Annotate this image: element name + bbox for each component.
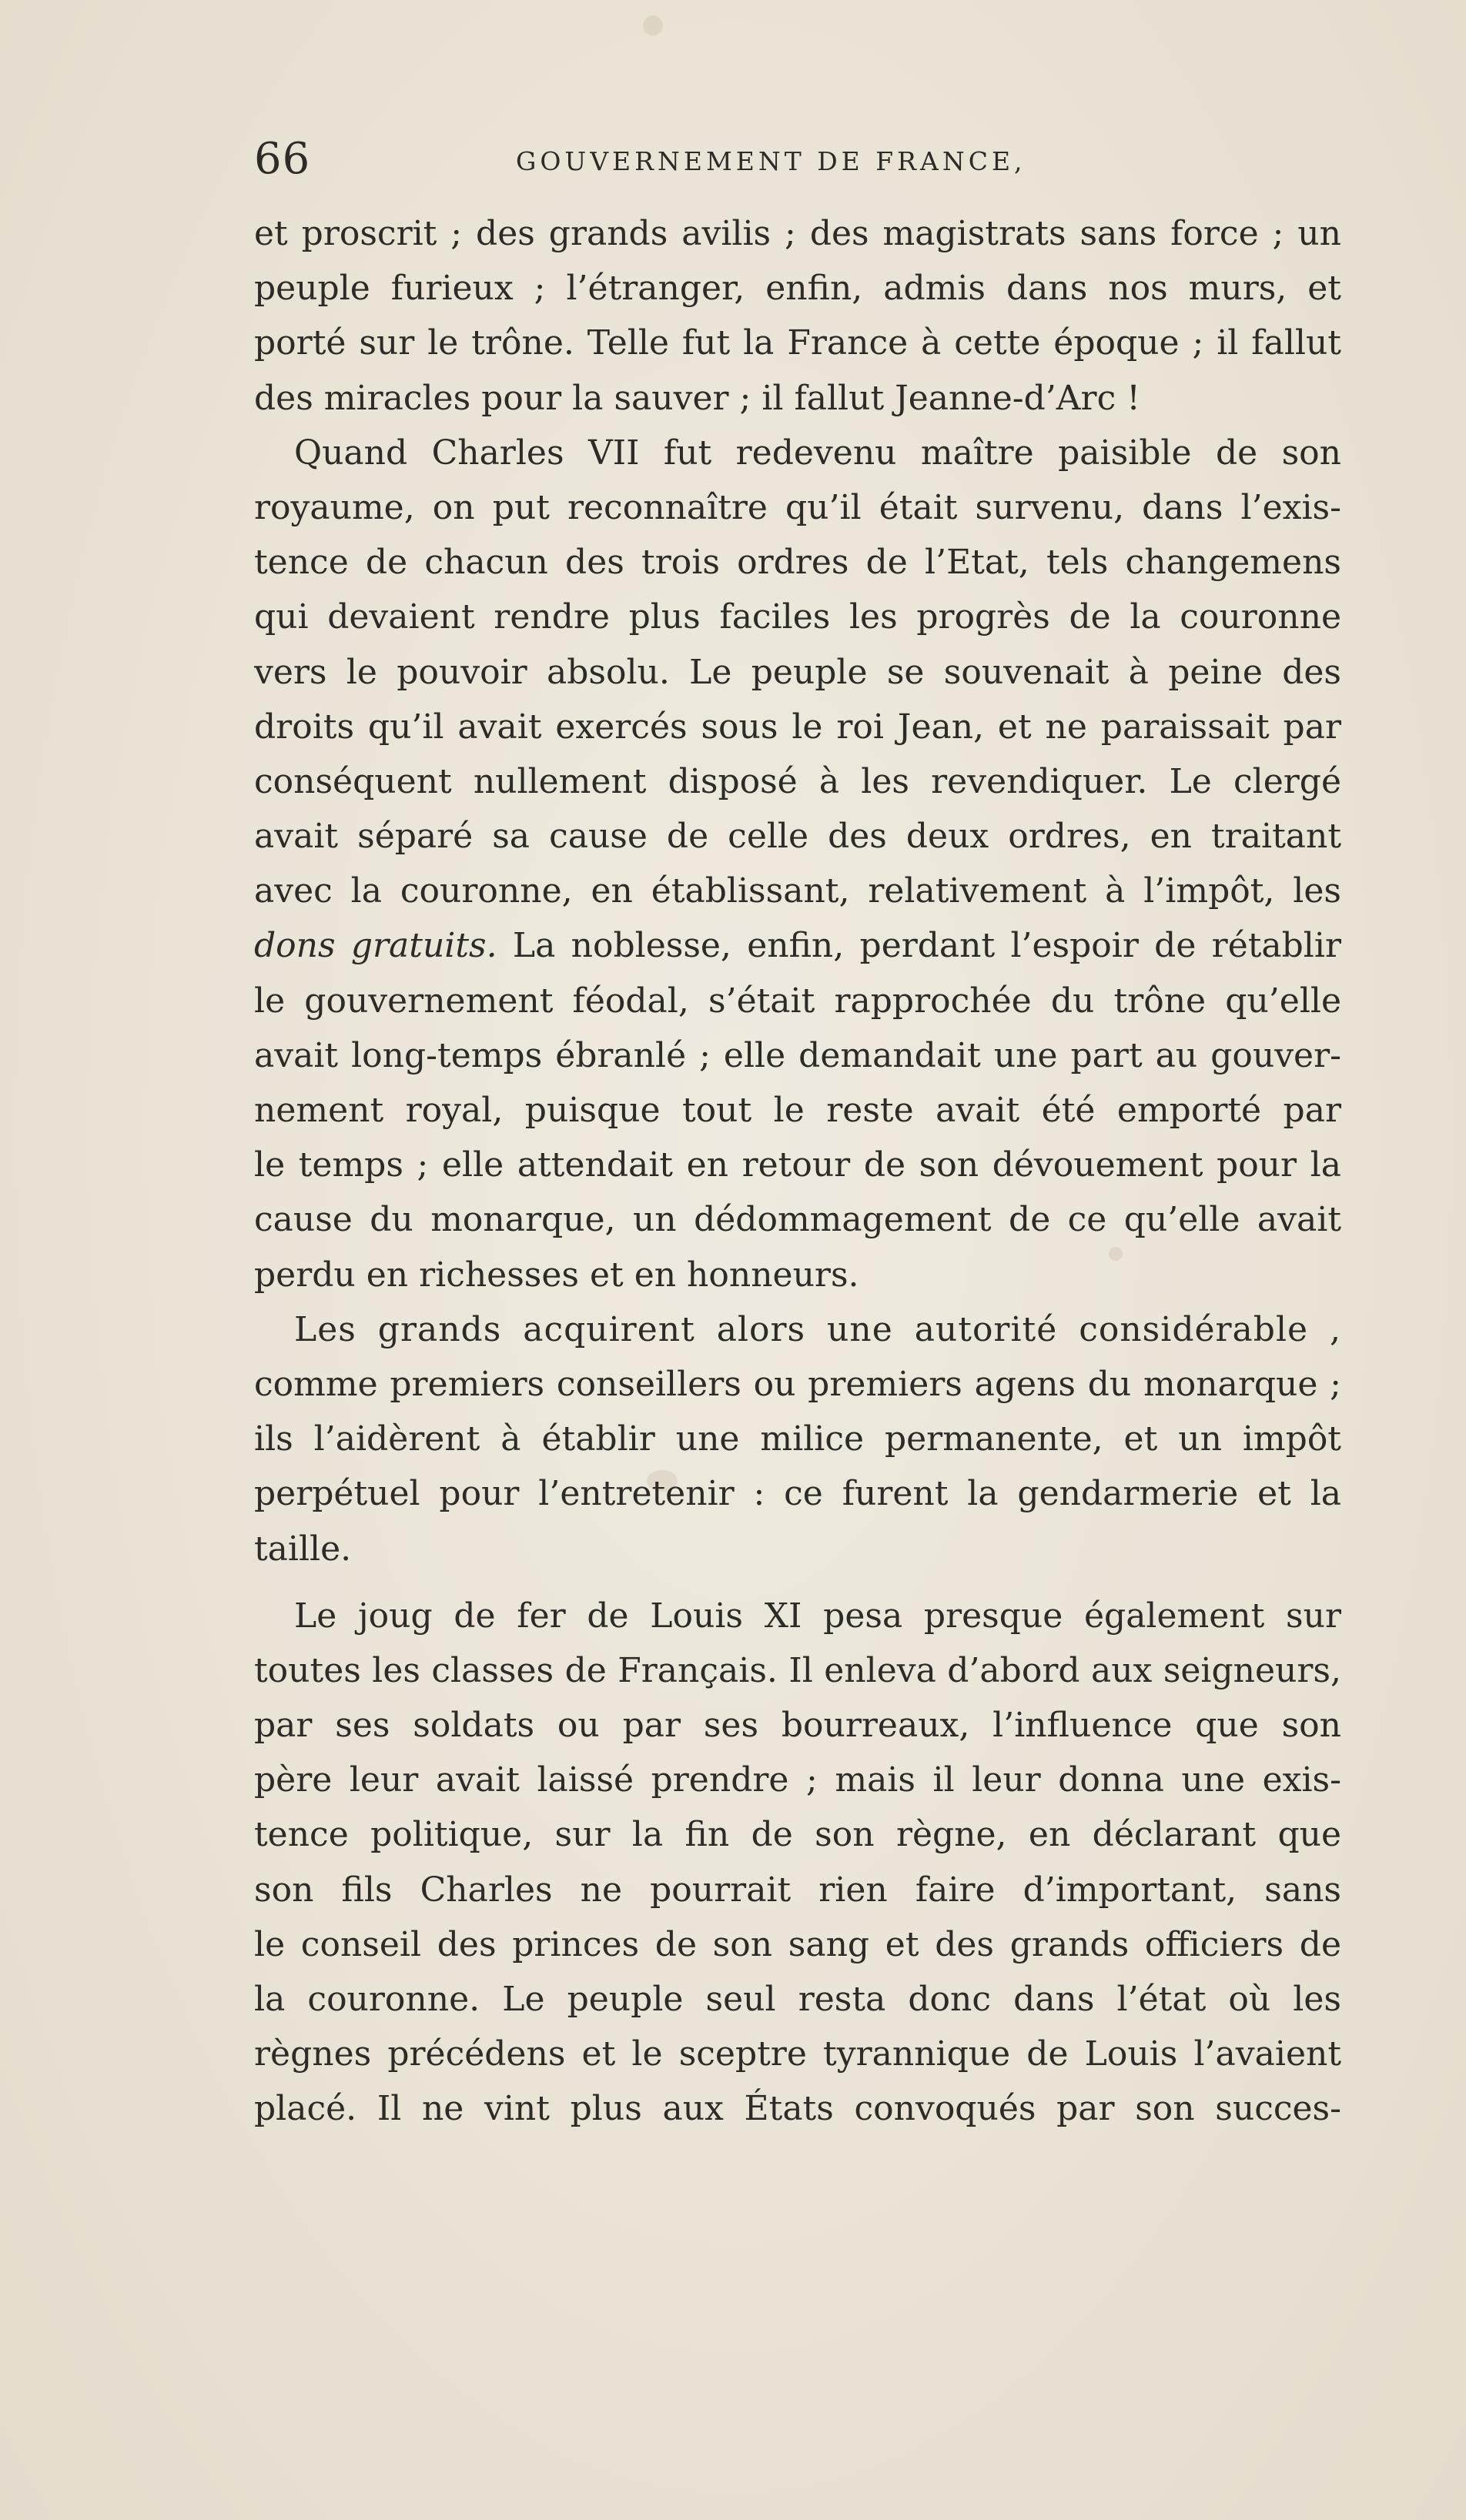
text-line: par ses soldats ou par ses bourreaux, l’influence que son [254, 1706, 1341, 1746]
page-number: 66 [254, 134, 311, 184]
text-line: avec la couronne, en établissant, relativement à l’impôt, les [254, 871, 1341, 911]
text-line: perdu en richesses et en honneurs. [254, 1255, 859, 1295]
paper-stain [643, 15, 663, 35]
text-line: toutes les classes de Français. Il enleva d’abord aux seigneurs, [254, 1650, 1341, 1690]
text-line: père leur avait laissé prendre ; mais il leur donna une exis- [254, 1760, 1341, 1800]
text-line: nement royal, puisque tout le reste avait été emporté par [254, 1091, 1341, 1130]
text-line: comme premiers conseillers ou premiers agens du monarque ; [254, 1364, 1341, 1404]
text-line: ils l’aidèrent à établir une milice permanente, et un impôt [254, 1419, 1341, 1459]
text-line: avait séparé sa cause de celle des deux ordres, en traitant [254, 817, 1341, 857]
text-line [254, 918, 1341, 973]
text-line: et proscrit ; des grands avilis ; des magistrats sans force ; un [254, 214, 1341, 253]
paragraph [254, 1302, 1341, 1576]
text-line: avait long-temps ébranlé ; elle demandait une part au gouver- [254, 1035, 1341, 1075]
text-line: qui devaient rendre plus faciles les progrès de la couronne [254, 597, 1341, 637]
text-line: droits qu’il avait exercés sous le roi Jean, et ne paraissait par [254, 707, 1341, 747]
text-line: porté sur le trône. Telle fut la France à cette époque ; il fallut [254, 323, 1341, 363]
text-line: royaume, on put reconnaître qu’il était survenu, dans l’exis- [254, 487, 1341, 527]
paragraph [254, 426, 1341, 1302]
page-body [254, 206, 1341, 2137]
text-line: peuple furieux ; l’étranger, enfin, admis dans nos murs, et [254, 269, 1341, 309]
paragraph [254, 206, 1341, 426]
text-line: perpétuel pour l’entretenir : ce furent la gendarmerie et la [254, 1474, 1341, 1514]
text-line: taille. [254, 1529, 352, 1569]
text-line: Le joug de fer de Louis XI pesa presque également sur [294, 1596, 1341, 1636]
text-line: tence politique, sur la fin de son règne, en déclarant que [254, 1815, 1341, 1855]
text-line: le conseil des princes de son sang et des grands officiers de [254, 1924, 1341, 1964]
italic-term: dons gratuits. [254, 926, 497, 966]
text-line: vers le pouvoir absolu. Le peuple se souvenait à peine des [254, 652, 1341, 692]
text-line: placé. Il ne vint plus aux États convoqués par son succes- [254, 2089, 1341, 2129]
text-line: la couronne. Le peuple seul resta donc dans l’état où les [254, 1980, 1341, 2019]
text-line: tence de chacun des trois ordres de l’Etat, tels changemens [254, 543, 1341, 583]
text-line: règnes précédens et le sceptre tyrannique de Louis l’avaient [254, 2034, 1341, 2074]
text-line: le temps ; elle attendait en retour de son dévouement pour la [254, 1145, 1341, 1185]
running-title: GOUVERNEMENT DE FRANCE, [516, 146, 1026, 176]
text-run: La noblesse, enfin, perdant l’espoir de rétablir [497, 926, 1341, 966]
text-line: des miracles pour la sauver ; il fallut Jeanne-d’Arc ! [254, 378, 1140, 418]
text-line: le gouvernement féodal, s’était rapprochée du trône qu’elle [254, 981, 1341, 1021]
text-line: cause du monarque, un dédommagement de ce qu’elle avait [254, 1200, 1341, 1240]
text-line: Les grands acquirent alors une autorité considérable , [294, 1309, 1341, 1349]
text-line: son fils Charles ne pourrait rien faire d’important, sans [254, 1870, 1341, 1910]
text-line: conséquent nullement disposé à les revendiquer. Le clergé [254, 761, 1341, 801]
paragraph [254, 1589, 1341, 2137]
text-line: Quand Charles VII fut redevenu maître paisible de son [294, 433, 1341, 473]
